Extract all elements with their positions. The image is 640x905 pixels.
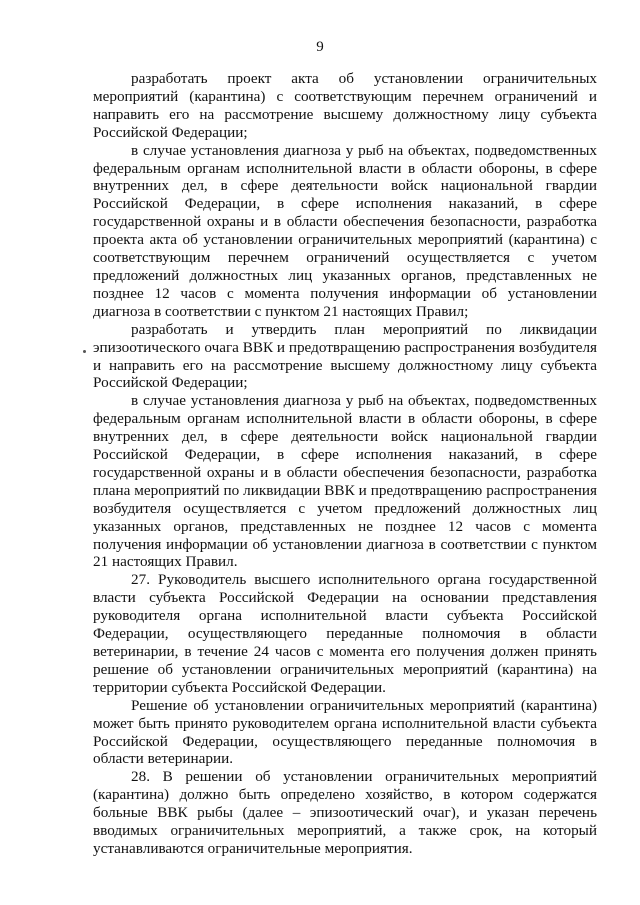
- page-number: 9: [316, 39, 324, 55]
- paragraph: разработать и утвердить план мероприятий по ликвидации эпизоотического очага ВВК и предотвращению распространения возбудителя и направить его на рассмотрение высшему должностному лицу субъекта Российской Федерации;: [93, 320, 598, 392]
- paragraph-clause-28: 28. В решении об установлении ограничительных мероприятий (карантина) должно быть определено хозяйство, в котором содержатся больные ВВК рыбы (далее – эпизоотический очаг), и указан перечень вводимых ограничительных мероприятий, а также срок, на который устанавливаются ограничительные мероприятия.: [93, 768, 597, 857]
- paragraph: в случае установления диагноза у рыб на объектах, подведомственных федеральным органам исполнительной власти в области обороны, в сфере внутренних дел, в сфере деятельности войск национальной гвардии Российской Федерации, в сфере исполнения наказаний, в сфере государственной охраны и в области обеспечения безопасности, разработка проекта акта об установлении ограничительных мероприятий (карантина) с соответствующим перечнем ограничений осуществляется с учетом предложений должностных лиц указанных органов, представленных не позднее 12 часов с момента получения информации об установлении диагноза в соответствии с пунктом 21 настоящих Правил;: [93, 141, 597, 320]
- paragraph-clause-27: 27. Руководитель высшего исполнительного органа государственной власти субъекта Российской Федерации на основании представления руководителя органа исполнительной власти субъекта Российской Федерации, осуществляющего переданные полномочия в области ветеринарии, в течение 24 часов с момента его получения должен принять решение об установлении ограничительных мероприятий (карантина) на территории субъекта Российской Федерации.: [93, 571, 597, 696]
- margin-mark: [83, 350, 86, 353]
- document-body: [93, 70, 597, 858]
- paragraph: в случае установления диагноза у рыб на объектах, подведомственных федеральным органам исполнительной власти в области обороны, в сфере внутренних дел, в сфере деятельности войск национальной гвардии Российской Федерации, в сфере исполнения наказаний, в сфере государственной охраны и в области обеспечения безопасности, разработка плана мероприятий по ликвидации ВВК и предотвращению распространения возбудителя осуществляется с учетом предложений должностных лиц указанных органов, представленных не позднее 12 часов с момента получения информации об установлении диагноза в соответствии с пунктом 21 настоящих Правил.: [93, 392, 597, 571]
- paragraph: разработать проект акта об установлении ограничительных мероприятий (карантина) с соответствующим перечнем ограничений и направить его на рассмотрение высшему должностному лицу субъекта Российской Федерации;: [93, 70, 597, 141]
- paragraph: Решение об установлении ограничительных мероприятий (карантина) может быть принято руководителем органа исполнительной власти субъекта Российской Федерации, осуществляющего переданные полномочия в области ветеринарии.: [93, 696, 597, 768]
